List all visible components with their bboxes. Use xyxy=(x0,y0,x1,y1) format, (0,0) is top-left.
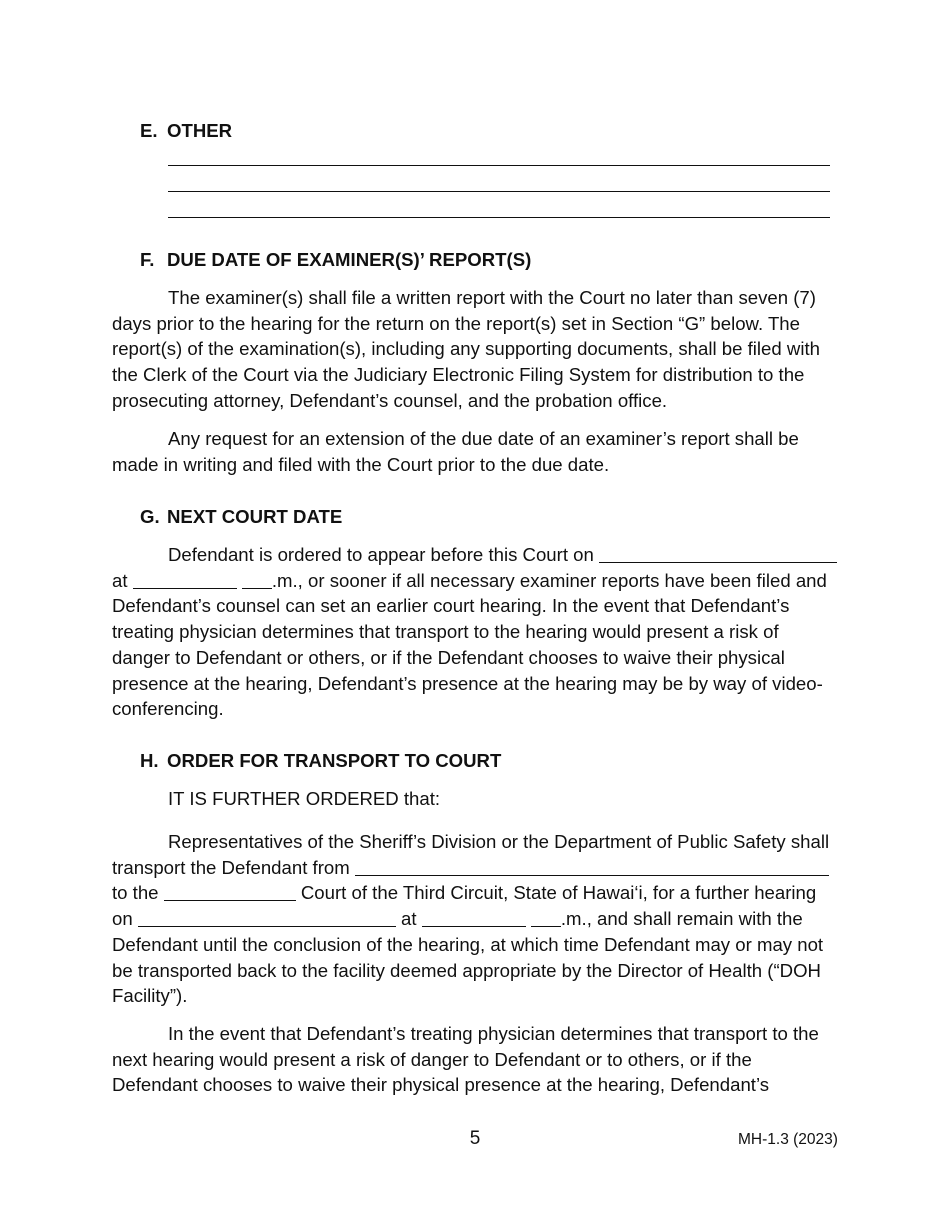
text-word: on xyxy=(112,908,133,930)
page-number: 5 xyxy=(469,1128,481,1149)
section-e-title: OTHER xyxy=(167,120,233,141)
text-line: transport the Defendant from xyxy=(112,856,350,878)
text-line: days prior to the hearing for the return on the report(s) set in Section “G” below. The xyxy=(112,312,800,334)
text-word: to the xyxy=(112,882,159,904)
section-f-paragraph-1 xyxy=(112,285,837,414)
text-line: Defendant is ordered to appear before this Court on xyxy=(168,544,594,565)
text-line: prosecuting attorney, Defendant’s counsel, and the probation office. xyxy=(112,389,668,411)
section-g-letter: G. xyxy=(140,506,160,527)
section-f-paragraph-2 xyxy=(112,426,837,477)
text-line: conferencing. xyxy=(112,698,224,720)
text-word: at xyxy=(112,569,128,591)
section-f-heading xyxy=(140,249,531,271)
section-f-title: DUE DATE OF EXAMINER(S)’ REPORT(S) xyxy=(167,249,532,270)
hearing-time-blank[interactable] xyxy=(422,908,526,927)
court-type-blank[interactable] xyxy=(164,882,296,901)
hearing-date-blank[interactable] xyxy=(138,908,396,927)
section-h-heading xyxy=(140,750,501,772)
text-line: Representatives of the Sheriff’s Division or the Department of Public Safety shall xyxy=(168,831,830,852)
other-line-1[interactable] xyxy=(168,165,830,166)
transport-from-blank[interactable] xyxy=(355,857,829,876)
other-line-2[interactable] xyxy=(168,191,830,192)
text-line: .m., and shall remain with the xyxy=(560,908,803,930)
text-line: Facility”). xyxy=(112,985,188,1007)
other-line-3[interactable] xyxy=(168,217,830,218)
text-line: report(s) of the examination(s), including any supporting documents, shall be filed with xyxy=(112,338,820,360)
hearing-ampm-blank[interactable] xyxy=(531,908,561,927)
text-line: next hearing would present a risk of danger to Defendant or to others, or if the xyxy=(112,1048,752,1070)
section-h-title: ORDER FOR TRANSPORT TO COURT xyxy=(167,750,502,771)
court-time-blank[interactable] xyxy=(133,570,237,589)
text-line: Defendant’s counsel can set an earlier court hearing. In the event that Defendant’s xyxy=(112,595,790,617)
text-line: danger to Defendant or others, or if the Defendant chooses to waive their physical xyxy=(112,646,785,668)
text-word: at xyxy=(401,908,417,930)
section-g-paragraph xyxy=(112,542,837,722)
text-line: .m., or sooner if all necessary examiner reports have been filed and xyxy=(271,569,827,591)
section-h-paragraph-2 xyxy=(112,1021,837,1098)
section-g-title: NEXT COURT DATE xyxy=(167,506,343,527)
text-line: presence at the hearing, Defendant’s presence at the hearing may be by way of video- xyxy=(112,672,823,694)
text-line: Defendant until the conclusion of the hearing, at which time Defendant may or may not xyxy=(112,933,824,955)
further-ordered xyxy=(112,786,837,812)
text-line: treating physician determines that transport to the hearing would present a risk of xyxy=(112,621,779,643)
section-f-letter: F. xyxy=(140,249,155,270)
section-h-letter: H. xyxy=(140,750,159,771)
text-line: IT IS FURTHER ORDERED that: xyxy=(168,788,441,809)
text-line: The examiner(s) shall file a written report with the Court no later than seven (7) xyxy=(168,287,816,308)
text-line: the Clerk of the Court via the Judiciary Electronic Filing System for distribution to the xyxy=(112,364,805,386)
text-line: Court of the Third Circuit, State of Hawai‘i, for a further hearing xyxy=(300,882,817,904)
court-date-blank[interactable] xyxy=(599,544,837,563)
section-g-heading xyxy=(140,506,342,528)
form-id: MH-1.3 (2023) xyxy=(738,1131,838,1148)
court-ampm-blank[interactable] xyxy=(242,570,272,589)
text-line: Any request for an extension of the due date of an examiner’s report shall be xyxy=(168,428,799,449)
text-line: be transported back to the facility deemed appropriate by the Director of Health (“DOH xyxy=(112,959,821,981)
text-line: In the event that Defendant’s treating physician determines that transport to the xyxy=(168,1023,819,1044)
section-e-heading xyxy=(140,120,232,142)
text-line: Defendant chooses to waive their physical presence at the hearing, Defendant’s xyxy=(112,1074,770,1096)
text-line: made in writing and filed with the Court prior to the due date. xyxy=(112,453,610,475)
section-h-paragraph-1 xyxy=(112,829,837,1009)
section-e-letter: E. xyxy=(140,120,158,141)
